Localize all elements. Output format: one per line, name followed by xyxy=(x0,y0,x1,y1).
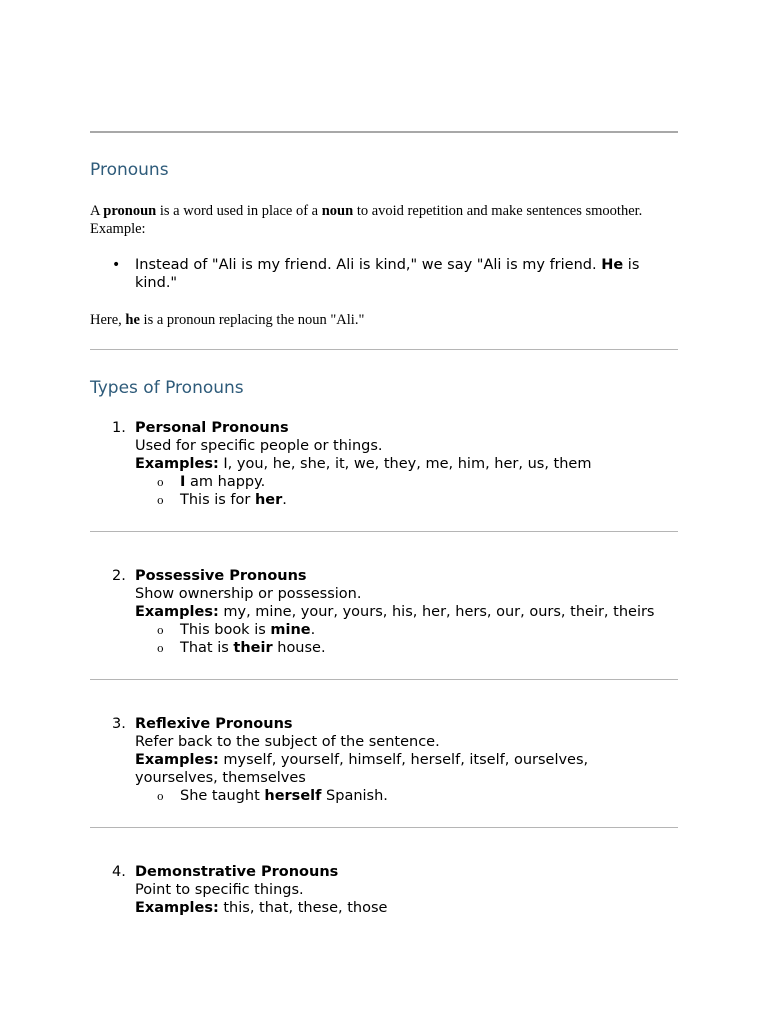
explanation-text: Here, xyxy=(90,312,126,328)
definition-term-pronoun: pronoun xyxy=(103,203,157,219)
item-title: Demonstrative Pronouns xyxy=(135,864,339,880)
sub-example-text: That is xyxy=(180,640,234,656)
examples-label: Examples: xyxy=(135,752,219,768)
sub-example-text: . xyxy=(310,622,316,638)
sub-example-pronoun: their xyxy=(233,640,273,656)
example-label: Example: xyxy=(90,221,146,237)
item-number: 3. xyxy=(112,716,126,732)
item-divider xyxy=(90,531,678,532)
item-body xyxy=(135,863,685,917)
sub-example-list xyxy=(135,621,685,657)
examples-text: I, you, he, she, it, we, they, me, him, her, us, them xyxy=(218,456,592,472)
item-examples xyxy=(135,899,685,917)
sub-example-item xyxy=(135,787,685,805)
sub-example-list xyxy=(135,473,685,509)
top-divider xyxy=(90,131,678,133)
sub-example-list xyxy=(135,787,685,805)
item-title: Reflexive Pronouns xyxy=(135,716,293,732)
sub-example-pronoun: her xyxy=(254,492,283,508)
examples-label: Examples: xyxy=(135,604,219,620)
definition-paragraph xyxy=(90,202,678,238)
sub-example-text: house. xyxy=(272,640,326,656)
item-title: Personal Pronouns xyxy=(135,420,289,436)
item-description: Show ownership or possession. xyxy=(135,586,362,602)
circle-bullet-icon: o xyxy=(157,624,164,637)
definition-term-noun: noun xyxy=(321,203,354,219)
item-divider xyxy=(90,827,678,828)
section-heading-types: Types of Pronouns xyxy=(90,378,244,398)
sub-example-pronoun: I xyxy=(180,474,186,490)
definition-text: A xyxy=(90,203,104,219)
examples-label: Examples: xyxy=(135,900,219,916)
sub-example-text: This is for xyxy=(180,492,255,508)
section-divider xyxy=(90,349,678,350)
item-title: Possessive Pronouns xyxy=(135,568,307,584)
examples-text: this, that, these, those xyxy=(218,900,388,916)
explanation-pronoun: he xyxy=(125,312,140,328)
circle-bullet-icon: o xyxy=(157,476,164,489)
item-divider xyxy=(90,679,678,680)
item-description: Refer back to the subject of the sentence. xyxy=(135,734,440,750)
sub-example-pronoun: herself xyxy=(264,788,322,804)
section-heading-pronouns: Pronouns xyxy=(90,160,169,180)
sub-example-item xyxy=(135,473,685,491)
example-pronoun: He xyxy=(601,257,624,273)
example-text: is kind." xyxy=(135,257,640,291)
circle-bullet-icon: o xyxy=(157,790,164,803)
sub-example-item xyxy=(135,639,685,657)
sub-example-text: am happy. xyxy=(185,474,266,490)
item-description: Point to specific things. xyxy=(135,882,304,898)
circle-bullet-icon: o xyxy=(157,642,164,655)
list-item xyxy=(90,256,678,292)
sub-example-text: She taught xyxy=(180,788,265,804)
definition-text: is a word used in place of a xyxy=(156,203,322,219)
bullet-icon: • xyxy=(112,257,121,273)
item-description: Used for specific people or things. xyxy=(135,438,383,454)
examples-label: Examples: xyxy=(135,456,219,472)
sub-example-item xyxy=(135,491,685,509)
example-text: Instead of "Ali is my friend. Ali is kind," we say "Ali is my friend. xyxy=(135,257,602,273)
sub-example-text: Spanish. xyxy=(321,788,388,804)
item-number: 2. xyxy=(112,568,126,584)
item-body xyxy=(135,419,685,509)
sub-example-item xyxy=(135,621,685,639)
sub-example-pronoun: mine xyxy=(270,622,311,638)
item-number: 1. xyxy=(112,420,126,436)
explanation-paragraph xyxy=(90,311,678,329)
examples-text: my, mine, your, yours, his, her, hers, our, ours, their, theirs xyxy=(218,604,655,620)
item-number: 4. xyxy=(112,864,126,880)
sub-example-text: This book is xyxy=(180,622,271,638)
item-examples xyxy=(135,455,685,473)
examples-text: myself, yourself, himself, herself, itself, ourselves, yourselves, themselves xyxy=(135,752,589,786)
explanation-text: is a pronoun replacing the noun "Ali." xyxy=(139,312,365,328)
definition-text: to avoid repetition and make sentences smoother. xyxy=(353,203,643,219)
circle-bullet-icon: o xyxy=(157,494,164,507)
item-body xyxy=(135,567,685,657)
item-body xyxy=(135,715,685,805)
sub-example-text: . xyxy=(282,492,287,508)
example-list xyxy=(90,256,678,292)
item-examples xyxy=(135,751,655,787)
item-examples xyxy=(135,603,685,621)
